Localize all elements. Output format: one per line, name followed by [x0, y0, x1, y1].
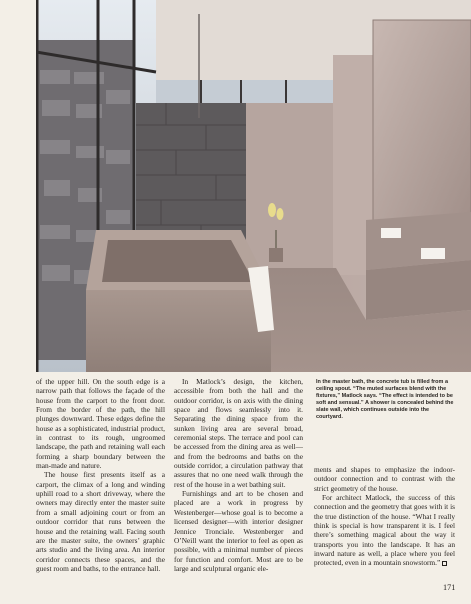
end-mark-icon: [442, 561, 447, 566]
paragraph: ments and shapes to emphasize the indoor-outdoor connection and to contrast with the strict geometry of the house.: [314, 465, 455, 493]
bathroom-photo: [36, 0, 471, 372]
paragraph: [314, 493, 455, 568]
photo-caption: [316, 379, 455, 421]
page-number: 171: [443, 583, 456, 592]
paragraph: of the upper hill. On the south edge is a narrow path that follows the façade of the house from the carport to the front door. From the border of the path, the hill plunges downward. These edges define the house as a sophisticated, industrial product, in contrast to its rough, ungroomed landscape, the path and retaining wall each forming a sharp boundary between the man-made and nature.: [36, 377, 165, 471]
paragraph-text: For architect Matlock, the success of this connection and the geometry that goes with it is the true distinction of the house. “What I really think is special is how transparent it is. I feel there’s something magical about the way it transports you into the landscape. It has an inward nature as well, a place where you feel protected, even in a mountain snowstorm.”: [314, 493, 455, 568]
paragraph: In Matlock’s design, the kitchen, accessible from both the hall and the outdoor corridor, is on axis with the dining space and flows seamlessly into it. Separating the dining space from the sunken living area are several broad, ceremonial steps. The terrace and pool can be accessed from the dining area as well—and from the bedrooms and baths on the outside corridor, a circulation pathway that assures that no one need walk through the rest of the house in a wet bathing suit.: [174, 377, 303, 489]
paragraph: Furnishings and art to be chosen and placed are a work in progress by Westenberger—whose goal is to become a licensed designer—with interior designer Jennice Tronciale. Westenberger and O’Neill want the interior to feel as open as possible, with a minimal number of pieces for function and comfort. Most are to be large and sculptural organic ele-: [174, 489, 303, 573]
text-column-1: [36, 377, 165, 573]
text-column-2: [174, 377, 303, 573]
caption-text: In the master bath, the concrete tub is filled from a ceiling spout. “The muted surfaces blend with the fixtures,” Matlock says. “The effect is intended to be soft and sensual.” A shower is concealed behind the slate wall, which continues outside into the courtyard.: [316, 379, 454, 421]
paragraph: The house first presents itself as a carport, the climax of a long and winding uphill road to a short driveway, where the owners may directly enter the master suite from a small adjoining court or from an outdoor corridor that runs between the house and the retaining wall. Facing south are the master suite, the owners’ graphic arts studio and the living area. An interior corridor connects these spaces, and the guest room and baths, to the entrance hall.: [36, 470, 165, 573]
text-column-3: [314, 465, 455, 568]
